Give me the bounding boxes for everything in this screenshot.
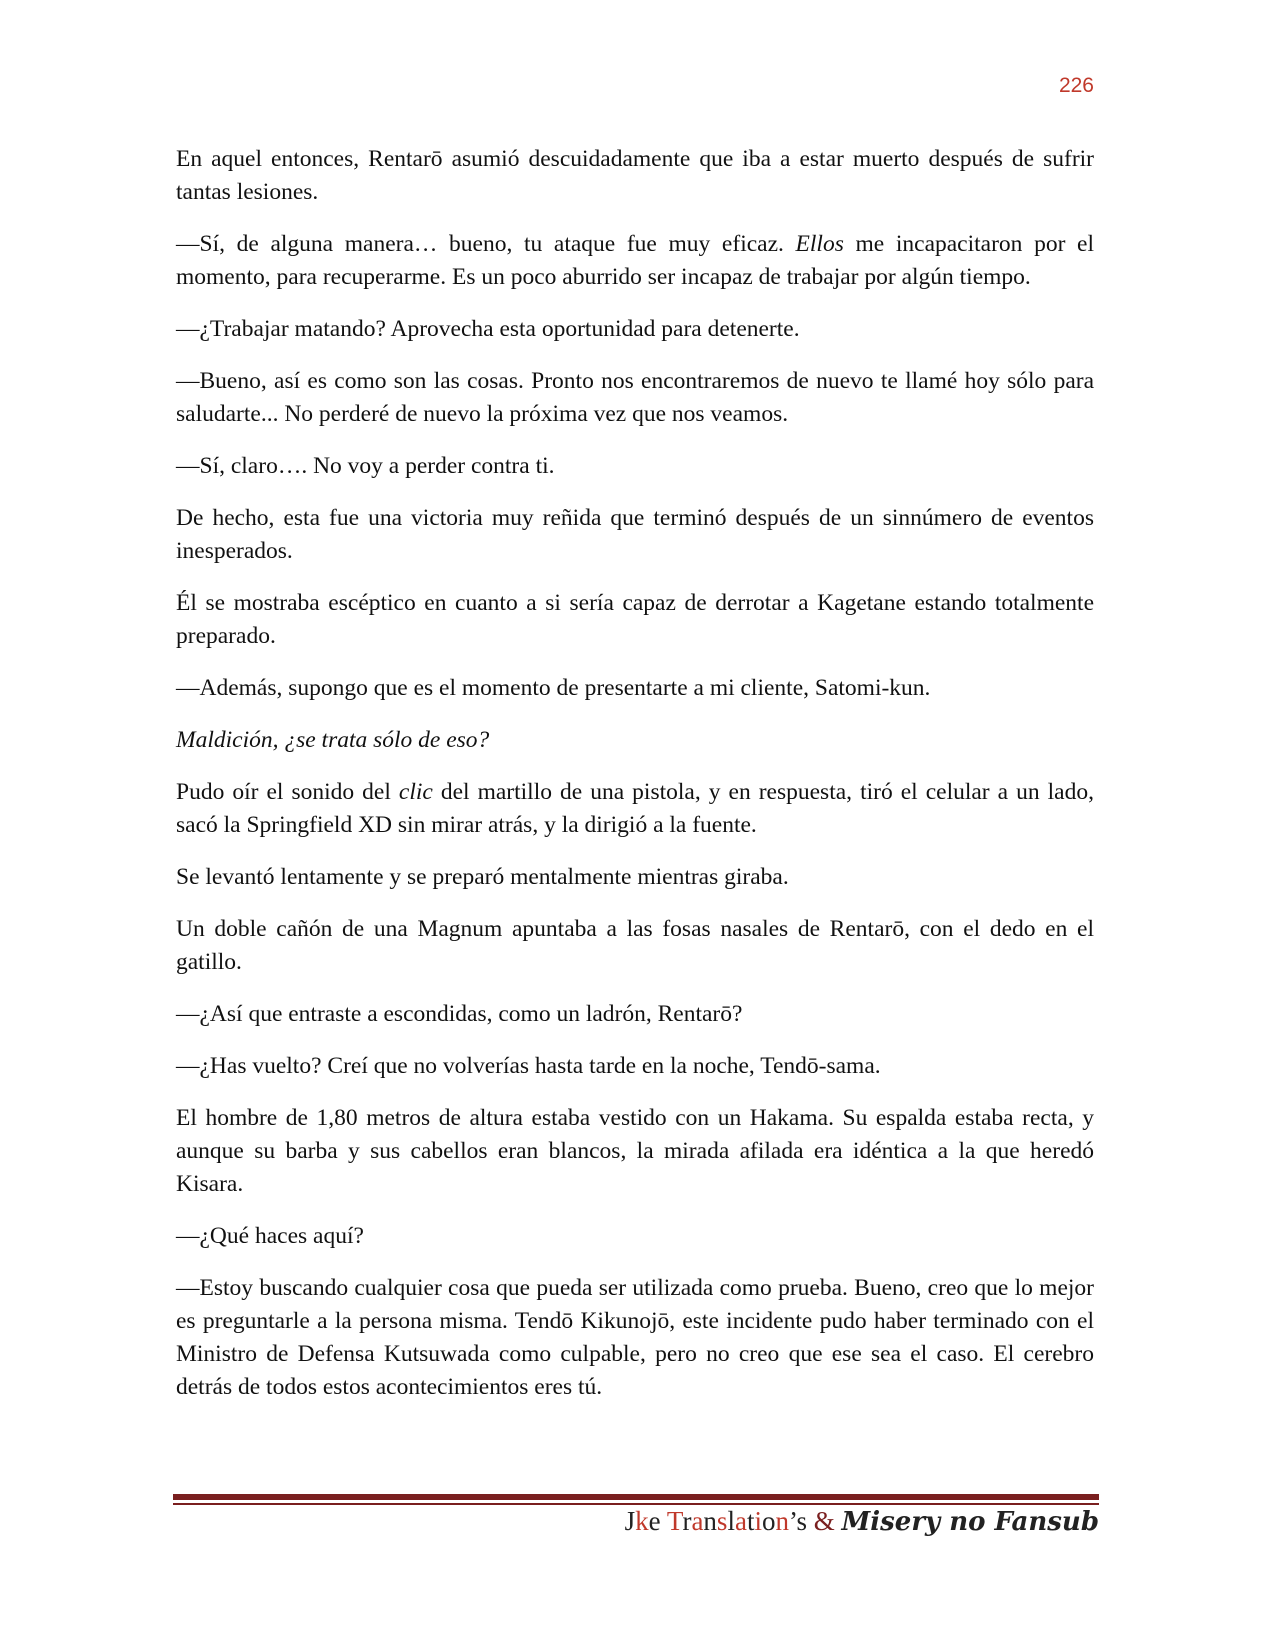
paragraph <box>176 313 1094 346</box>
credit-segment: n <box>703 1506 717 1536</box>
paragraph <box>176 998 1094 1031</box>
credit-segment: t <box>746 1506 755 1536</box>
paragraph <box>176 365 1094 431</box>
text-run: —¿Así que entraste a escondidas, como un ladrón, Rentarō? <box>176 1001 743 1027</box>
paragraph <box>176 672 1094 705</box>
page-number: 226 <box>1058 74 1094 97</box>
text-run: Un doble cañón de una Magnum apuntaba a las fosas nasales de Rentarō, con el dedo en el gatillo. <box>176 916 1094 975</box>
translator-credit <box>625 1506 842 1536</box>
paragraph <box>176 450 1094 483</box>
fansub-credit: Misery no Fansub <box>841 1507 1099 1537</box>
paragraph <box>176 228 1094 294</box>
text-run: —Bueno, así es como son las cosas. Pronto nos encontraremos de nuevo te llamé hoy sólo para saludarte... No perderé de nuevo la próxima vez que nos veamos. <box>176 368 1094 427</box>
credit-segment: a <box>691 1506 704 1536</box>
paragraph <box>176 1102 1094 1201</box>
credit-segment: & <box>806 1506 842 1536</box>
credit-segment: s <box>716 1506 728 1536</box>
paragraph <box>176 861 1094 894</box>
text-run: Se levantó lentamente y se preparó mentalmente mientras giraba. <box>176 864 789 890</box>
text-run: —Sí, claro…. No voy a perder contra ti. <box>176 453 555 479</box>
text-run: —Estoy buscando cualquier cosa que pueda ser utilizada como prueba. Bueno, creo que lo mejor es preguntarle a la persona misma. Tendō Kikunojō, este incidente pudo haber terminado con el Ministro de Defensa Kutsuwada como culpable, pero no creo que ese sea el caso. El cerebro detrás de todos estos acontecimientos eres tú. <box>176 1275 1094 1400</box>
italic-text: Maldición, ¿se trata sólo de eso? <box>176 727 490 753</box>
footer-rule <box>173 1494 1099 1500</box>
paragraph <box>176 776 1094 842</box>
paragraph <box>176 724 1094 757</box>
credit-segment: k <box>635 1506 649 1536</box>
text-run: El hombre de 1,80 metros de altura estaba vestido con un Hakama. Su espalda estaba recta, y aunque su barba y sus cabellos eran blancos, la mirada afilada era idéntica a la que heredó Kisara. <box>176 1105 1094 1197</box>
credit-segment: i <box>754 1506 762 1536</box>
paragraph <box>176 913 1094 979</box>
text-run: —¿Trabajar matando? Aprovecha esta oportunidad para detenerte. <box>176 316 800 342</box>
paragraph <box>176 1050 1094 1083</box>
body-text <box>176 143 1094 1404</box>
italic-text: Ellos <box>795 231 844 257</box>
footer-credit <box>500 1506 1099 1537</box>
footer-rule-thin <box>173 1503 1099 1505</box>
paragraph <box>176 1272 1094 1404</box>
credit-segment: T <box>666 1506 683 1536</box>
credit-segment: o <box>761 1506 776 1536</box>
text-run: —Sí, de alguna manera… bueno, tu ataque fue muy eficaz. <box>176 231 796 257</box>
credit-segment: n <box>775 1506 789 1536</box>
paragraph <box>176 502 1094 568</box>
paragraph <box>176 143 1094 209</box>
credit-segment: l <box>727 1506 735 1536</box>
text-run: —¿Qué haces aquí? <box>176 1223 364 1249</box>
credit-segment: J <box>624 1506 636 1536</box>
text-run: De hecho, esta fue una victoria muy reñida que terminó después de un sinnúmero de eventos inesperados. <box>176 505 1094 564</box>
text-run: —¿Has vuelto? Creí que no volverías hasta tarde en la noche, Tendō-sama. <box>176 1053 881 1079</box>
text-run: Pudo oír el sonido del <box>176 779 399 805</box>
credit-segment: ’s <box>788 1506 807 1536</box>
text-run: Él se mostraba escéptico en cuanto a si sería capaz de derrotar a Kagetane estando totalmente preparado. <box>176 590 1094 649</box>
text-run: del martillo de una pistola, y en respuesta, tiró el celular a un lado, sacó la Springfield XD sin mirar atrás, y la dirigió a la fuente. <box>176 779 1094 838</box>
paragraph <box>176 587 1094 653</box>
text-run: me incapacitaron por el momento, para recuperarme. Es un poco aburrido ser incapaz de trabajar por algún tiempo. <box>176 231 1094 290</box>
italic-text: clic <box>398 779 433 805</box>
credit-segment: e <box>648 1506 667 1536</box>
text-run: En aquel entonces, Rentarō asumió descuidadamente que iba a estar muerto después de sufrir tantas lesiones. <box>176 146 1094 205</box>
credit-segment: r <box>682 1506 692 1536</box>
credit-segment: a <box>734 1506 747 1536</box>
paragraph <box>176 1220 1094 1253</box>
text-run: —Además, supongo que es el momento de presentarte a mi cliente, Satomi-kun. <box>176 675 931 701</box>
